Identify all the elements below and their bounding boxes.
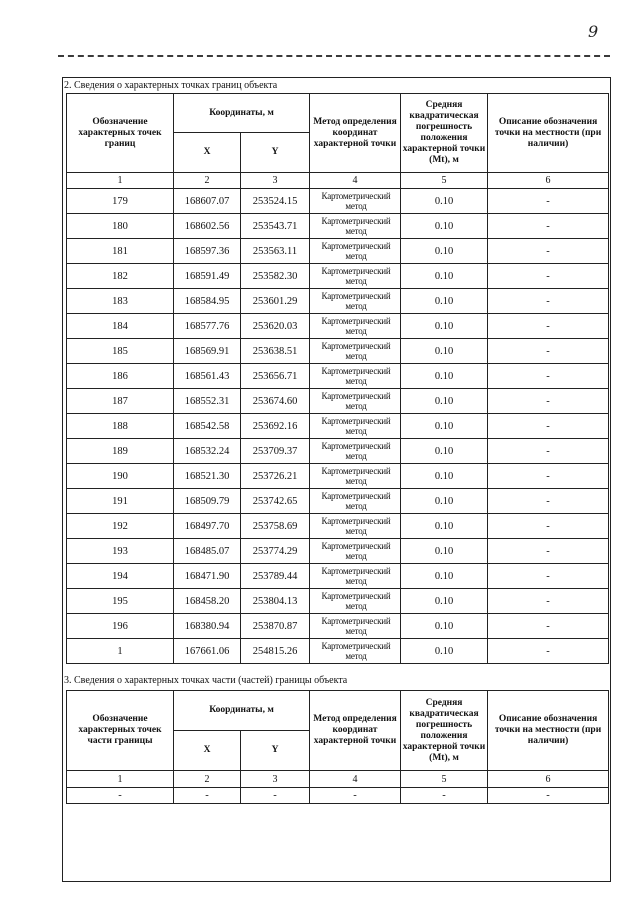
table-row: [67, 614, 609, 639]
point-description: -: [488, 389, 609, 414]
y-coordinate: 253742.65: [241, 489, 310, 514]
header-point-designation: Обозначение характерных точек границ: [67, 94, 174, 173]
point-designation: 185: [67, 339, 174, 364]
header-y: Y: [241, 133, 310, 173]
table-row: [67, 788, 609, 804]
accuracy-mt: 0.10: [401, 489, 488, 514]
table-row: [67, 314, 609, 339]
table-row: [67, 239, 609, 264]
point-designation: 184: [67, 314, 174, 339]
header-x: X: [174, 731, 241, 771]
point-designation: 187: [67, 389, 174, 414]
point-designation: 195: [67, 589, 174, 614]
y-coordinate: 253601.29: [241, 289, 310, 314]
column-number: 1: [67, 173, 174, 189]
x-coordinate: 168577.76: [174, 314, 241, 339]
x-coordinate: 167661.06: [174, 639, 241, 664]
accuracy-mt: 0.10: [401, 314, 488, 339]
x-coordinate: 168584.95: [174, 289, 241, 314]
x-coordinate: 168521.30: [174, 464, 241, 489]
accuracy-mt: 0.10: [401, 514, 488, 539]
y-coordinate: 253563.11: [241, 239, 310, 264]
x-coordinate: 168471.90: [174, 564, 241, 589]
point-designation: 189: [67, 439, 174, 464]
boundary-part-points-body: [67, 788, 609, 804]
x-coordinate: 168485.07: [174, 539, 241, 564]
table-row: [67, 189, 609, 214]
column-number: 3: [241, 771, 310, 788]
column-number: 4: [310, 173, 401, 189]
accuracy-mt: 0.10: [401, 214, 488, 239]
point-description: -: [488, 614, 609, 639]
point-designation: 186: [67, 364, 174, 389]
y-coordinate: 253656.71: [241, 364, 310, 389]
header-coordinates: Координаты, м: [174, 94, 310, 133]
method: -: [310, 788, 401, 804]
point-description: -: [488, 239, 609, 264]
point-description: -: [488, 788, 609, 804]
point-designation: 183: [67, 289, 174, 314]
x-coordinate: 168532.24: [174, 439, 241, 464]
table-row: [67, 489, 609, 514]
boundary-points-table: [66, 93, 609, 664]
point-designation: -: [67, 788, 174, 804]
header-x: X: [174, 133, 241, 173]
method: Картометрический метод: [310, 239, 401, 264]
y-coordinate: 253543.71: [241, 214, 310, 239]
y-coordinate: 253709.37: [241, 439, 310, 464]
accuracy-mt: 0.10: [401, 264, 488, 289]
accuracy-mt: 0.10: [401, 289, 488, 314]
method: Картометрический метод: [310, 489, 401, 514]
point-description: -: [488, 214, 609, 239]
point-description: -: [488, 514, 609, 539]
x-coordinate: -: [174, 788, 241, 804]
table-row: [67, 264, 609, 289]
method: Картометрический метод: [310, 264, 401, 289]
accuracy-mt: 0.10: [401, 614, 488, 639]
y-coordinate: 254815.26: [241, 639, 310, 664]
table-row: [67, 564, 609, 589]
x-coordinate: 168569.91: [174, 339, 241, 364]
point-designation: 196: [67, 614, 174, 639]
boundary-part-points-table: [66, 690, 609, 804]
y-coordinate: 253870.87: [241, 614, 310, 639]
y-coordinate: 253774.29: [241, 539, 310, 564]
header-method: Метод определения координат характерной точки: [310, 94, 401, 173]
method: Картометрический метод: [310, 214, 401, 239]
method: Картометрический метод: [310, 464, 401, 489]
method: Картометрический метод: [310, 414, 401, 439]
y-coordinate: 253674.60: [241, 389, 310, 414]
table-row: [67, 364, 609, 389]
point-description: -: [488, 289, 609, 314]
column-number: 4: [310, 771, 401, 788]
accuracy-mt: 0.10: [401, 364, 488, 389]
x-coordinate: 168380.94: [174, 614, 241, 639]
section3-caption: 3. Сведения о характерных точках части (частей) границы объекта: [64, 675, 348, 686]
column-number: 1: [67, 771, 174, 788]
page-top-rule: [58, 55, 610, 57]
x-coordinate: 168542.58: [174, 414, 241, 439]
method: Картометрический метод: [310, 339, 401, 364]
table-row: [67, 389, 609, 414]
y-coordinate: 253638.51: [241, 339, 310, 364]
method: Картометрический метод: [310, 539, 401, 564]
table-row: [67, 514, 609, 539]
point-designation: 194: [67, 564, 174, 589]
header-description: Описание обозначения точки на местности (при наличии): [488, 691, 609, 771]
y-coordinate: 253582.30: [241, 264, 310, 289]
y-coordinate: 253726.21: [241, 464, 310, 489]
accuracy-mt: 0.10: [401, 539, 488, 564]
point-description: -: [488, 414, 609, 439]
point-description: -: [488, 439, 609, 464]
accuracy-mt: 0.10: [401, 189, 488, 214]
header-accuracy: Средняя квадратическая погрешность положения характерной точки (Mt), м: [401, 94, 488, 173]
column-number: 5: [401, 173, 488, 189]
point-designation: 191: [67, 489, 174, 514]
section2-caption: 2. Сведения о характерных точках границ объекта: [64, 80, 278, 91]
point-designation: 190: [67, 464, 174, 489]
accuracy-mt: 0.10: [401, 639, 488, 664]
header-point-designation: Обозначение характерных точек части границы: [67, 691, 174, 771]
accuracy-mt: 0.10: [401, 589, 488, 614]
header-y: Y: [241, 731, 310, 771]
point-designation: 192: [67, 514, 174, 539]
x-coordinate: 168497.70: [174, 514, 241, 539]
table-row: [67, 439, 609, 464]
method: Картометрический метод: [310, 439, 401, 464]
point-description: -: [488, 539, 609, 564]
point-description: -: [488, 564, 609, 589]
accuracy-mt: 0.10: [401, 414, 488, 439]
point-description: -: [488, 464, 609, 489]
point-designation: 182: [67, 264, 174, 289]
point-description: -: [488, 589, 609, 614]
column-number: 5: [401, 771, 488, 788]
point-description: -: [488, 314, 609, 339]
accuracy-mt: 0.10: [401, 339, 488, 364]
accuracy-mt: 0.10: [401, 564, 488, 589]
x-coordinate: 168509.79: [174, 489, 241, 514]
y-coordinate: 253758.69: [241, 514, 310, 539]
table-row: [67, 289, 609, 314]
point-designation: 181: [67, 239, 174, 264]
y-coordinate: -: [241, 788, 310, 804]
header-method: Метод определения координат характерной точки: [310, 691, 401, 771]
accuracy-mt: 0.10: [401, 464, 488, 489]
y-coordinate: 253692.16: [241, 414, 310, 439]
column-number: 6: [488, 173, 609, 189]
x-coordinate: 168597.36: [174, 239, 241, 264]
table-row: [67, 539, 609, 564]
method: Картометрический метод: [310, 514, 401, 539]
column-number: 2: [174, 173, 241, 189]
method: Картометрический метод: [310, 389, 401, 414]
x-coordinate: 168607.07: [174, 189, 241, 214]
x-coordinate: 168561.43: [174, 364, 241, 389]
accuracy-mt: 0.10: [401, 239, 488, 264]
column-number: 2: [174, 771, 241, 788]
y-coordinate: 253804.13: [241, 589, 310, 614]
method: Картометрический метод: [310, 364, 401, 389]
table-row: [67, 589, 609, 614]
boundary-points-body: [67, 189, 609, 664]
y-coordinate: 253620.03: [241, 314, 310, 339]
method: Картометрический метод: [310, 564, 401, 589]
method: Картометрический метод: [310, 314, 401, 339]
table-row: [67, 214, 609, 239]
point-description: -: [488, 489, 609, 514]
point-designation: 179: [67, 189, 174, 214]
method: Картометрический метод: [310, 639, 401, 664]
table-row: [67, 464, 609, 489]
x-coordinate: 168591.49: [174, 264, 241, 289]
accuracy-mt: 0.10: [401, 439, 488, 464]
point-designation: 188: [67, 414, 174, 439]
accuracy-mt: -: [401, 788, 488, 804]
table-row: [67, 639, 609, 664]
method: Картометрический метод: [310, 289, 401, 314]
accuracy-mt: 0.10: [401, 389, 488, 414]
point-description: -: [488, 639, 609, 664]
point-description: -: [488, 339, 609, 364]
point-designation: 1: [67, 639, 174, 664]
x-coordinate: 168458.20: [174, 589, 241, 614]
column-number: 3: [241, 173, 310, 189]
point-designation: 193: [67, 539, 174, 564]
table-row: [67, 414, 609, 439]
header-accuracy: Средняя квадратическая погрешность положения характерной точки (Mt), м: [401, 691, 488, 771]
method: Картометрический метод: [310, 189, 401, 214]
header-coordinates: Координаты, м: [174, 691, 310, 731]
x-coordinate: 168602.56: [174, 214, 241, 239]
header-description: Описание обозначения точки на местности (при наличии): [488, 94, 609, 173]
page-number: 9: [588, 22, 599, 41]
point-description: -: [488, 189, 609, 214]
point-designation: 180: [67, 214, 174, 239]
y-coordinate: 253524.15: [241, 189, 310, 214]
method: Картометрический метод: [310, 614, 401, 639]
y-coordinate: 253789.44: [241, 564, 310, 589]
method: Картометрический метод: [310, 589, 401, 614]
table-row: [67, 339, 609, 364]
point-description: -: [488, 264, 609, 289]
column-number: 6: [488, 771, 609, 788]
point-description: -: [488, 364, 609, 389]
x-coordinate: 168552.31: [174, 389, 241, 414]
